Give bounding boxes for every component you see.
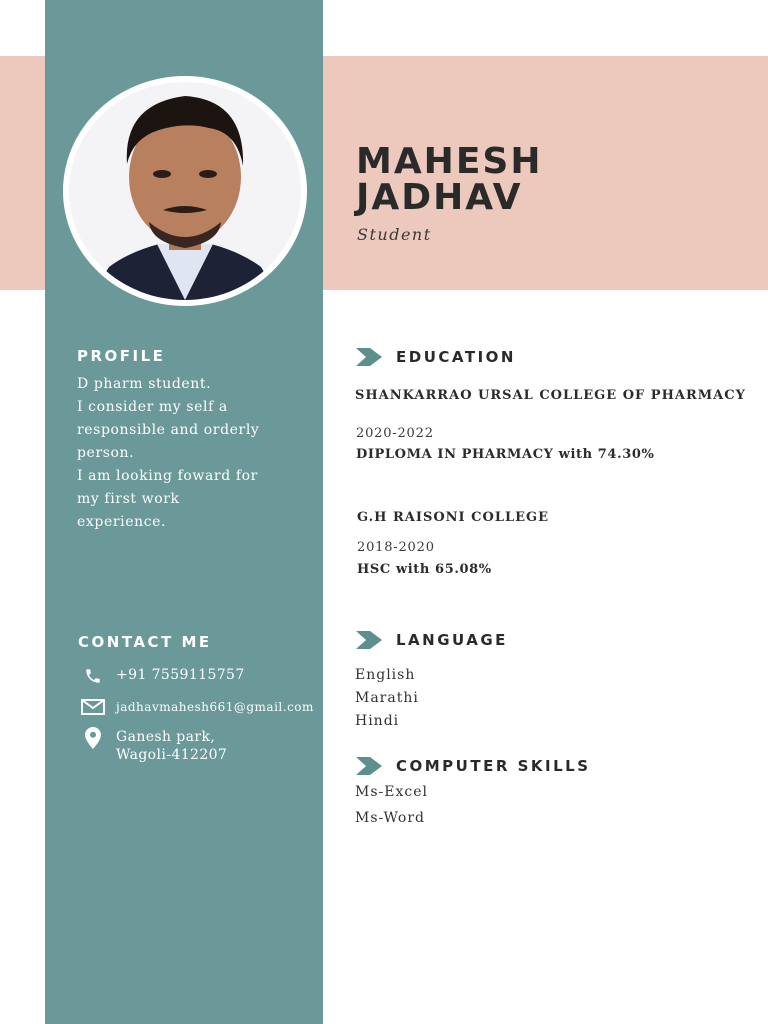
profile-line: responsible and orderly [77, 422, 260, 438]
school-name: G.H RAISONI COLLEGE [357, 510, 550, 525]
profile-text [77, 373, 312, 534]
profile-line: experience. [77, 514, 167, 530]
phone-number[interactable]: +91 7559115757 [116, 667, 245, 683]
chevron-right-icon [356, 631, 382, 649]
first-name: MAHESH [356, 141, 543, 182]
address-line: Ganesh park, [116, 729, 216, 745]
school-degree: HSC with 65.08% [357, 562, 492, 577]
computer-skills-heading [356, 757, 591, 775]
school-years: 2020-2022 [356, 426, 434, 441]
profile-line: I consider my self a [77, 399, 228, 415]
chevron-right-icon [356, 348, 382, 366]
school-name: SHANKARRAO URSAL COLLEGE OF PHARMACY [355, 388, 746, 403]
email-address[interactable]: jadhavmahesh661@gmail.com [116, 700, 314, 714]
education-heading [356, 348, 516, 366]
location-pin-icon [80, 728, 106, 748]
contact-heading: CONTACT ME [78, 633, 212, 651]
profile-heading: PROFILE [77, 347, 166, 365]
language-heading [356, 631, 508, 649]
profile-photo [69, 82, 301, 300]
computer-skills-heading-label: COMPUTER SKILLS [396, 757, 591, 775]
profile-line: I am looking foward for [77, 468, 258, 484]
language-item: Hindi [355, 713, 400, 729]
language-heading-label: LANGUAGE [396, 631, 508, 649]
job-title: Student [357, 225, 432, 244]
language-item: English [355, 667, 416, 683]
school-degree: DIPLOMA IN PHARMACY with 74.30% [356, 447, 655, 462]
chevron-right-icon [356, 757, 382, 775]
address-line: Wagoli-412207 [116, 747, 228, 763]
last-name: JADHAV [356, 177, 523, 218]
contact-phone [80, 666, 245, 686]
language-item: Marathi [355, 690, 419, 706]
profile-line: D pharm student. [77, 376, 212, 392]
profile-line: person. [77, 445, 135, 461]
contact-email [80, 697, 314, 717]
phone-icon [80, 666, 106, 686]
full-name [356, 141, 543, 218]
address-text [116, 728, 227, 764]
school-years: 2018-2020 [357, 540, 435, 555]
skill-item: Ms-Word [355, 810, 426, 826]
education-heading-label: EDUCATION [396, 348, 516, 366]
envelope-icon [80, 697, 106, 717]
profile-line: my first work [77, 491, 180, 507]
contact-address [80, 728, 227, 764]
skill-item: Ms-Excel [355, 784, 428, 800]
